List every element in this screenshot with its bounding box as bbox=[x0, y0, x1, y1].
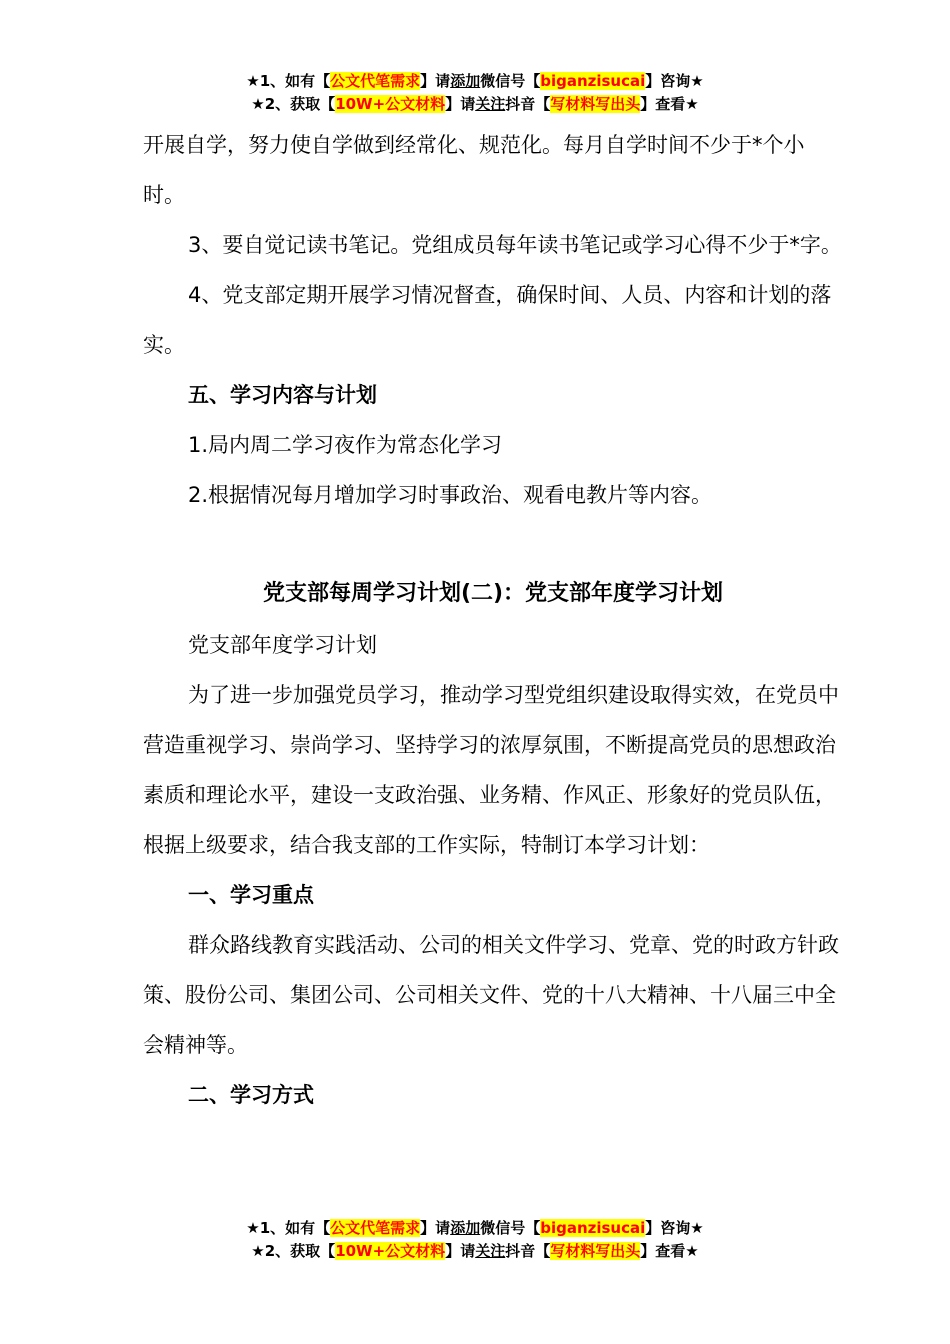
banner-douyin-id: 写材料写出头 bbox=[550, 1242, 641, 1260]
document-body bbox=[143, 120, 843, 1120]
document-title: 党支部每周学习计划(二)：党支部年度学习计划 bbox=[262, 581, 724, 606]
footer-banner bbox=[0, 1217, 950, 1263]
section-heading: 二、学习方式 bbox=[188, 1083, 314, 1107]
section-heading: 五、学习内容与计划 bbox=[188, 383, 377, 407]
section-heading: 一、学习重点 bbox=[188, 883, 314, 907]
spacer bbox=[143, 520, 843, 568]
banner-line-1: ★1、如有【公文代笔需求】请添加微信号【biganzisucai】咨询★ bbox=[246, 72, 704, 90]
banner-douyin-id: 写材料写出头 bbox=[550, 95, 641, 113]
list-item: 1.局内周二学习夜作为常态化学习 bbox=[188, 433, 503, 457]
banner-line-2: ★2、获取【10W+公文材料】请关注抖音【写材料写出头】查看★ bbox=[251, 95, 699, 113]
banner-line-1: ★1、如有【公文代笔需求】请添加微信号【biganzisucai】咨询★ bbox=[246, 1219, 704, 1237]
paragraph: 3、要自觉记读书笔记。党组成员每年读书笔记或学习心得不少于*字。 bbox=[188, 233, 842, 257]
banner-highlight: 10W+公文材料 bbox=[335, 95, 446, 113]
header-banner bbox=[0, 70, 950, 116]
list-item: 2.根据情况每月增加学习时事政治、观看电教片等内容。 bbox=[188, 483, 713, 507]
banner-line-2: ★2、获取【10W+公文材料】请关注抖音【写材料写出头】查看★ bbox=[251, 1242, 699, 1260]
banner-highlight: 10W+公文材料 bbox=[335, 1242, 446, 1260]
paragraph: 开展自学，努力使自学做到经常化、规范化。每月自学时间不少于*个小时。 bbox=[143, 133, 805, 207]
paragraph: 为了进一步加强党员学习，推动学习型党组织建设取得实效，在党员中营造重视学习、崇尚学习、坚持学习的浓厚氛围，不断提高党员的思想政治素质和理论水平，建设一支政治强、业务精、作风正、形象好的党员队伍，根据上级要求，结合我支部的工作实际，特制订本学习计划： bbox=[143, 683, 839, 857]
banner-highlight: 公文代笔需求 bbox=[330, 72, 421, 90]
paragraph: 4、党支部定期开展学习情况督查，确保时间、人员、内容和计划的落实。 bbox=[143, 283, 832, 357]
banner-wechat-id: biganzisucai bbox=[540, 1219, 646, 1237]
banner-wechat-id: biganzisucai bbox=[540, 72, 646, 90]
banner-highlight: 公文代笔需求 bbox=[330, 1219, 421, 1237]
paragraph: 群众路线教育实践活动、公司的相关文件学习、党章、党的时政方针政策、股份公司、集团公司、公司相关文件、党的十八大精神、十八届三中全会精神等。 bbox=[143, 933, 839, 1057]
document-subtitle: 党支部年度学习计划 bbox=[188, 633, 377, 657]
